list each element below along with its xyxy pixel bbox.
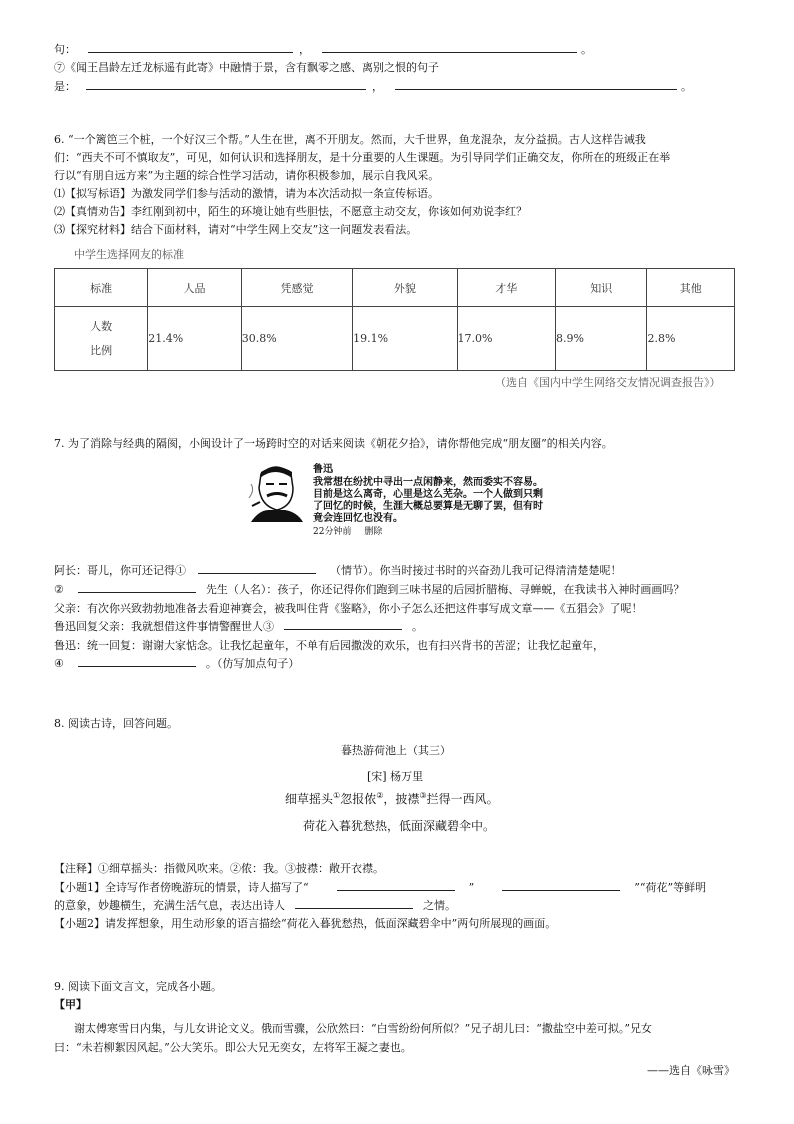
poem-notes: 【注释】①细草摇头：指微风吹来。②侬：我。③披襟：敞开衣襟。 xyxy=(54,862,384,875)
moments-post xyxy=(247,458,559,538)
luxun-portrait-icon xyxy=(247,460,305,524)
answer-blank[interactable] xyxy=(337,880,455,891)
value-cell: 2.8% xyxy=(647,307,735,371)
post-text-line: 我常想在纷扰中寻出一点闲静来，然而委实不容易。 xyxy=(313,477,543,488)
answer-blank[interactable] xyxy=(502,880,620,891)
post-text-line: 目前是这么离奇，心里是这么芜杂。一个人做到只剩 xyxy=(313,489,543,500)
header-cell: 才华 xyxy=(457,269,555,307)
dialogue-line-2: ② 先生（人名）：孩子，你还记得你们跑到三味书屋的后园折腊梅、寻蝉蜕，在我读书入神时画画吗？ xyxy=(54,583,685,596)
header-cell: 标准 xyxy=(55,269,148,307)
q6-intro-line-3: 行以“有朋自远方来”为主题的综合性学习活动，请你积极参加，展示自我风采。 xyxy=(54,169,440,182)
fill-line-3: 是： ， 。 xyxy=(54,80,692,93)
dialogue-line-1: 阿长：哥儿，你可还记得① （情节）。你当时接过书时的兴奋劲儿我可记得清清楚楚呢！ xyxy=(54,564,622,577)
post-author: 鲁迅 xyxy=(313,464,333,475)
header-cell: 其他 xyxy=(647,269,735,307)
q6-sub-3: ⑶【探究材料】结合下面材料，请对“中学生网上交友”这一问题发表看法。 xyxy=(54,223,418,236)
poem-title: 暮热游荷池上（其三） xyxy=(341,744,451,757)
answer-blank[interactable] xyxy=(295,898,413,909)
standards-table xyxy=(54,268,735,371)
table-title: 中学生选择网友的标准 xyxy=(74,248,184,261)
value-cell: 21.4% xyxy=(148,307,242,371)
post-text-line: 竟会连回忆也没有。 xyxy=(313,513,403,524)
row-label-1: 人数 xyxy=(90,319,113,333)
table-data-row xyxy=(55,307,735,371)
value-cell: 8.9% xyxy=(556,307,647,371)
header-cell: 外貌 xyxy=(353,269,457,307)
answer-blank[interactable] xyxy=(86,79,366,90)
poem-line-1: 细草摇头①忽报侬②，披襟③拦得一西风。 xyxy=(285,791,499,806)
row-label-cell xyxy=(55,307,148,371)
passage-source: ——选自《咏雪》 xyxy=(647,1064,735,1077)
answer-blank[interactable] xyxy=(78,656,196,667)
q8-intro: 8. 阅读古诗，回答问题。 xyxy=(54,717,178,730)
answer-blank[interactable] xyxy=(322,42,577,53)
header-cell: 知识 xyxy=(556,269,647,307)
row-label-2: 比例 xyxy=(90,343,113,357)
q6-intro-line-1: 6. “一个篱笆三个桩，一个好汉三个帮。”人生在世，离不开朋友。然而，大千世界，鱼龙混杂，友分益损。古人这样告诫我 xyxy=(54,133,646,146)
passage-line-2: 曰：“未若柳絮因风起。”公大笑乐。即公大兄无奕女，左将军王凝之妻也。 xyxy=(54,1041,412,1054)
passage-line-1: 谢太傅寒雪日内集，与儿女讲论文义。俄而雪骤，公欣然曰：“白雪纷纷何所似？”兄子胡儿曰：“撒盐空中差可拟。”兄女 xyxy=(74,1022,652,1035)
fill-line-2: ⑦《闻王昌龄左迁龙标遥有此寄》中融情于景，含有飘零之感、离别之恨的句子 xyxy=(54,61,439,74)
q9-intro: 9. 阅读下面文言文，完成各小题。 xyxy=(54,980,222,993)
value-cell: 19.1% xyxy=(353,307,457,371)
poem-line-2: 荷花入暮犹愁热，低面深藏碧伞中。 xyxy=(303,819,496,833)
q6-sub-2: ⑵【真情劝告】李红刚到初中，陌生的环境让她有些胆怯，不愿意主动交友，你该如何劝说李红？ xyxy=(54,205,527,218)
answer-blank[interactable] xyxy=(88,42,293,53)
q8-sub-1-line-1: 【小题1】全诗写作者傍晚游玩的情景，诗人描写了“ ” ”“荷花”等鲜明 xyxy=(54,881,707,894)
passage-tag: 【甲】 xyxy=(54,998,87,1011)
dialogue-line-3: 父亲：有次你兴致勃勃地准备去看迎神赛会，被我叫住背《鉴略》，你小子怎么还把这件事写成文章——《五猖会》了呢！ xyxy=(54,602,643,615)
q6-sub-1: ⑴【拟写标语】为激发同学们参与活动的激情，请为本次活动拟一条宣传标语。 xyxy=(54,187,439,200)
value-cell: 17.0% xyxy=(457,307,555,371)
post-time: 22分钟前 xyxy=(313,527,352,537)
table-header-row xyxy=(55,269,735,307)
answer-blank[interactable] xyxy=(284,619,402,630)
q6-intro-line-2: 们：“西夫不可不慎取友”，可见，如何认识和选择朋友，是十分重要的人生课题。为引导同学们正确交友，你所在的班级正在举 xyxy=(54,151,671,164)
dialogue-line-5: 鲁迅：统一回复：谢谢大家惦念。让我忆起童年，不单有后园撒泼的欢乐，也有扫兴背书的苦涩；让我忆起童年， xyxy=(54,639,604,652)
q7-intro: 7. 为了消除与经典的隔阂，小闽设计了一场跨时空的对话来阅读《朝花夕拾》，请你帮他完成“朋友圈”的相关内容。 xyxy=(54,437,613,450)
header-cell: 人品 xyxy=(148,269,242,307)
header-cell: 凭感觉 xyxy=(241,269,352,307)
fill-line-1: 句： ， 。 xyxy=(54,43,592,56)
post-delete-link[interactable]: 删除 xyxy=(364,527,383,537)
post-footer xyxy=(313,524,382,537)
post-text-line: 了回忆的时候，生涯大概总要算是无聊了罢，但有时 xyxy=(313,501,543,512)
answer-blank[interactable] xyxy=(395,79,677,90)
q8-sub-2: 【小题2】请发挥想象，用生动形象的语言描绘“荷花入暮犹愁热，低面深藏碧伞中”两句所展现的画面。 xyxy=(54,917,557,930)
table-source: （选自《国内中学生网络交友情况调查报告》） xyxy=(495,376,721,389)
dialogue-line-6: ④ 。（仿写加点句子） xyxy=(54,657,300,670)
dialogue-line-4: 鲁迅回复父亲：我就想借这件事情警醒世人③ 。 xyxy=(54,620,423,633)
answer-blank[interactable] xyxy=(78,582,196,593)
answer-blank[interactable] xyxy=(198,563,316,574)
value-cell: 30.8% xyxy=(241,307,352,371)
poem-author: [宋] 杨万里 xyxy=(367,770,424,783)
q8-sub-1-line-2: 的意象，妙趣横生，充满生活气息，表达出诗人 之情。 xyxy=(54,899,456,912)
